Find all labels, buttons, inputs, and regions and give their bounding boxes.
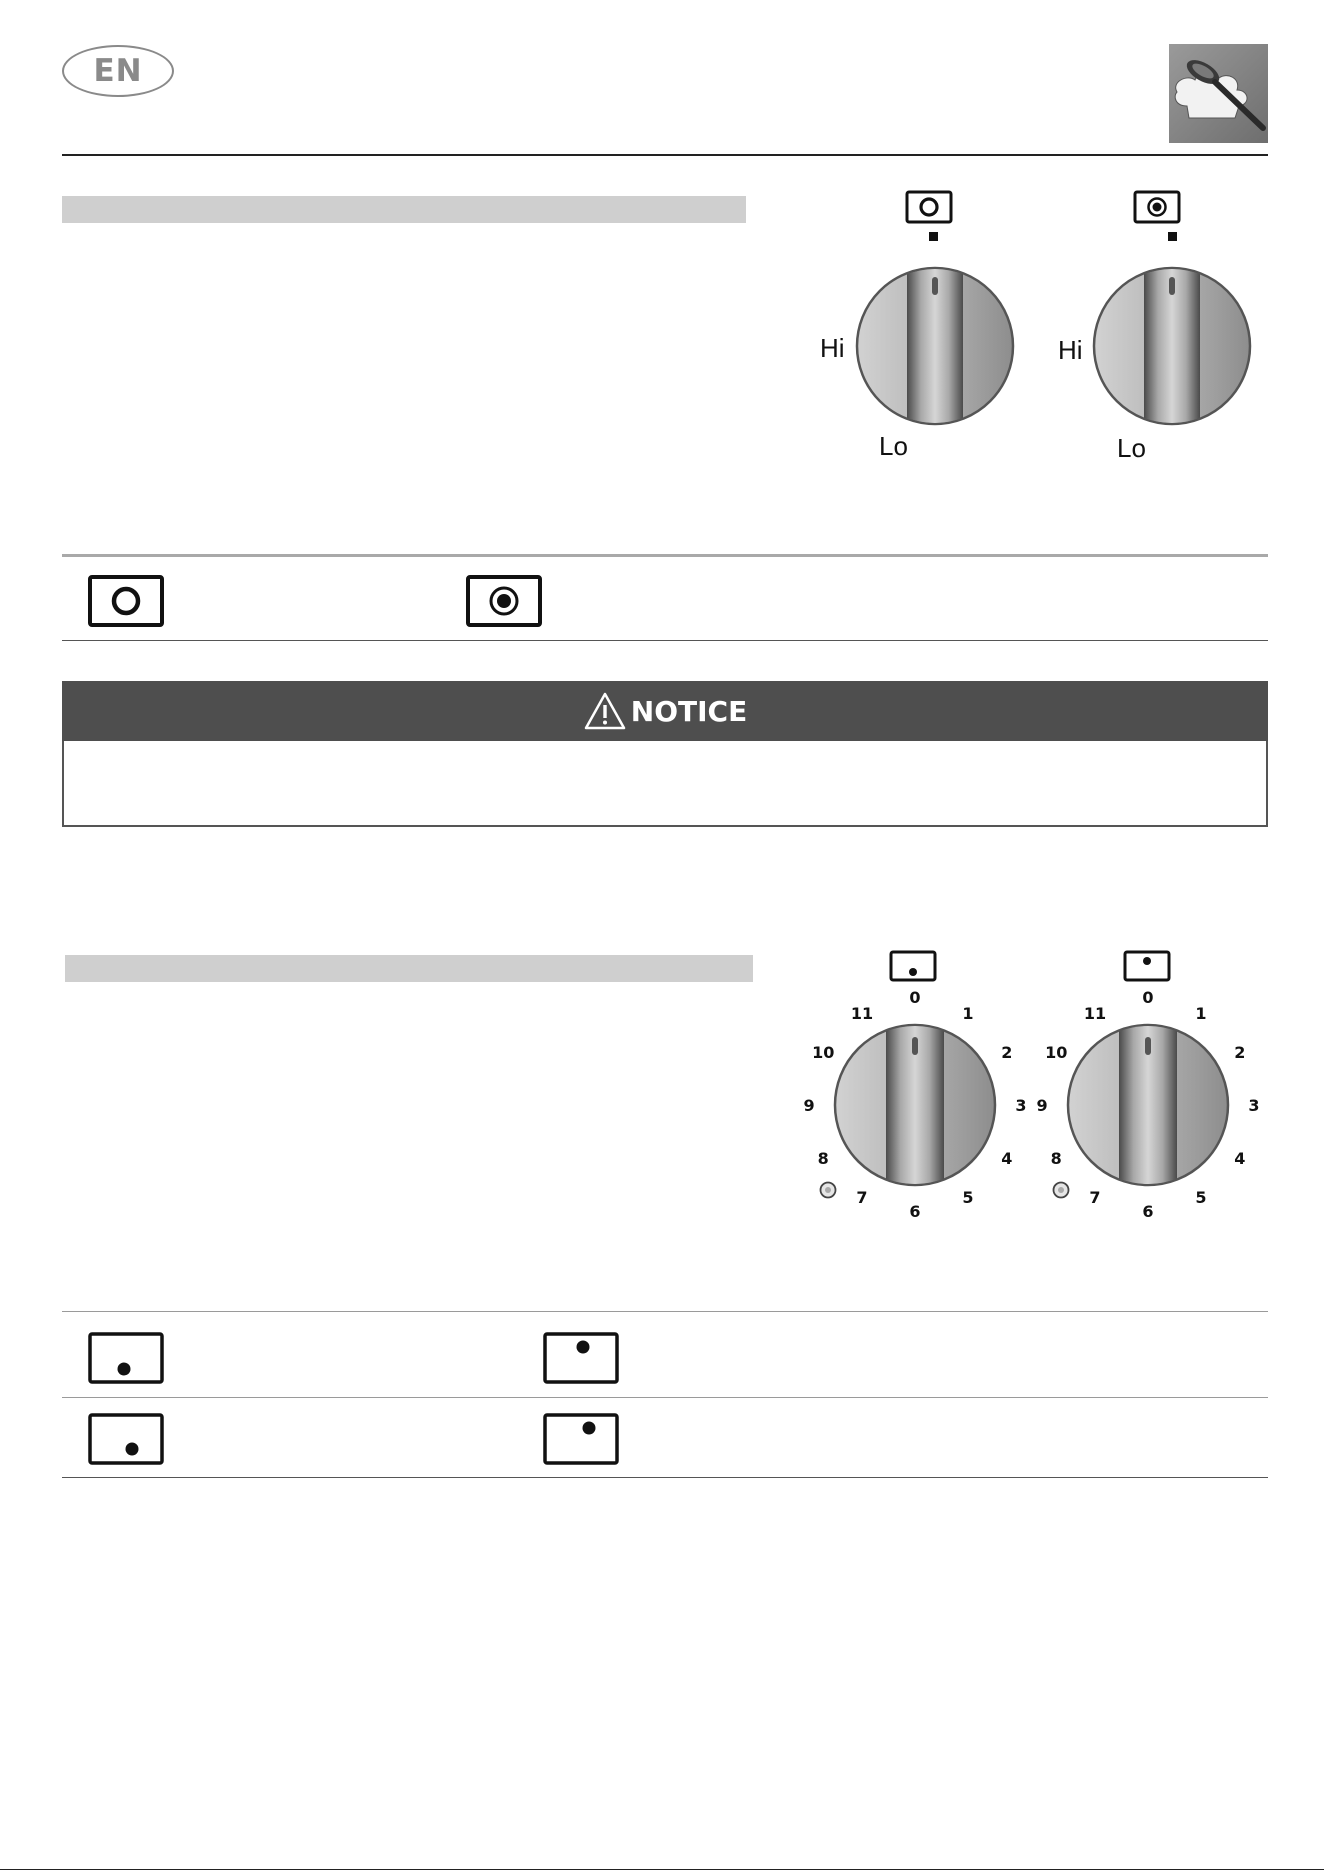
indicator-light-center — [825, 1187, 831, 1193]
notice-header — [62, 681, 1268, 741]
knob-hi-label: Hi — [820, 333, 845, 363]
ring-plate-icon — [88, 575, 166, 629]
knob-lo-label: Lo — [1117, 433, 1146, 463]
rear-right-zone-icon — [543, 1332, 621, 1386]
table-bottom-rule — [62, 640, 1268, 641]
scale-label-3: 3 — [1248, 1096, 1260, 1115]
notice-body — [62, 741, 1268, 827]
knob-pointer-mark — [1168, 232, 1177, 241]
knob-hi-label: Hi — [1058, 335, 1083, 365]
scale-label-10: 10 — [1045, 1043, 1068, 1062]
scale-label-5: 5 — [1195, 1187, 1207, 1207]
scale-label-8: 8 — [817, 1149, 829, 1168]
warning-triangle-icon — [583, 691, 627, 731]
knob-pointer-mark — [929, 232, 938, 241]
scale-label-4: 4 — [1001, 1149, 1013, 1168]
table-top-rule — [62, 554, 1268, 557]
cooking-zone-knob-right[interactable] — [1036, 980, 1263, 1221]
hotplate-knob-right[interactable] — [1091, 265, 1253, 427]
hotplate-knob-left[interactable] — [854, 265, 1016, 427]
language-badge: EN — [62, 45, 174, 97]
rear-centre-right-zone-icon — [543, 1413, 621, 1467]
table-bottom-rule — [62, 1477, 1268, 1478]
scale-label-11: 11 — [850, 1004, 874, 1024]
page-bottom-edge — [0, 1869, 1324, 1870]
scale-label-0: 0 — [1142, 988, 1154, 1007]
scale-label-6: 6 — [909, 1202, 921, 1221]
scale-label-6: 6 — [1142, 1202, 1154, 1221]
scale-label-1: 1 — [962, 1004, 974, 1024]
scale-label-2: 2 — [1001, 1043, 1013, 1062]
scale-label-4: 4 — [1234, 1149, 1246, 1168]
scale-label-3: 3 — [1015, 1096, 1027, 1115]
scale-label-7: 7 — [1089, 1187, 1101, 1207]
scale-label-10: 10 — [812, 1043, 835, 1062]
cooking-zone-knob-left[interactable] — [803, 980, 1030, 1221]
scale-label-9: 9 — [803, 1096, 815, 1115]
notice-title: NOTICE — [630, 694, 748, 728]
knob-indicator — [912, 1037, 918, 1055]
scale-label-11: 11 — [1083, 1004, 1107, 1024]
ring-dot-plate-icon — [466, 575, 544, 629]
scale-label-0: 0 — [909, 988, 921, 1007]
scale-label-1: 1 — [1195, 1004, 1207, 1024]
table-top-rule — [62, 1311, 1268, 1312]
header-rule — [62, 154, 1268, 156]
ring-dot-plate-icon — [1133, 190, 1183, 226]
rear-left-zone-icon — [889, 950, 939, 984]
front-left-zone-icon — [88, 1332, 166, 1386]
knob-lo-label: Lo — [879, 431, 908, 461]
front-centre-left-zone-icon — [88, 1413, 166, 1467]
knob-indicator — [1145, 1037, 1151, 1055]
scale-label-5: 5 — [962, 1187, 974, 1207]
chef-hat-spoon-icon — [1169, 44, 1268, 143]
section-heading-bar-1 — [62, 196, 746, 223]
indicator-light-center — [1058, 1187, 1064, 1193]
table-row-rule — [62, 1397, 1268, 1398]
front-right-zone-icon — [1123, 950, 1173, 984]
section-heading-bar-2 — [65, 955, 753, 982]
scale-label-8: 8 — [1050, 1149, 1062, 1168]
scale-label-7: 7 — [856, 1187, 868, 1207]
scale-label-2: 2 — [1234, 1043, 1246, 1062]
ring-plate-icon — [905, 190, 955, 226]
scale-label-9: 9 — [1036, 1096, 1048, 1115]
